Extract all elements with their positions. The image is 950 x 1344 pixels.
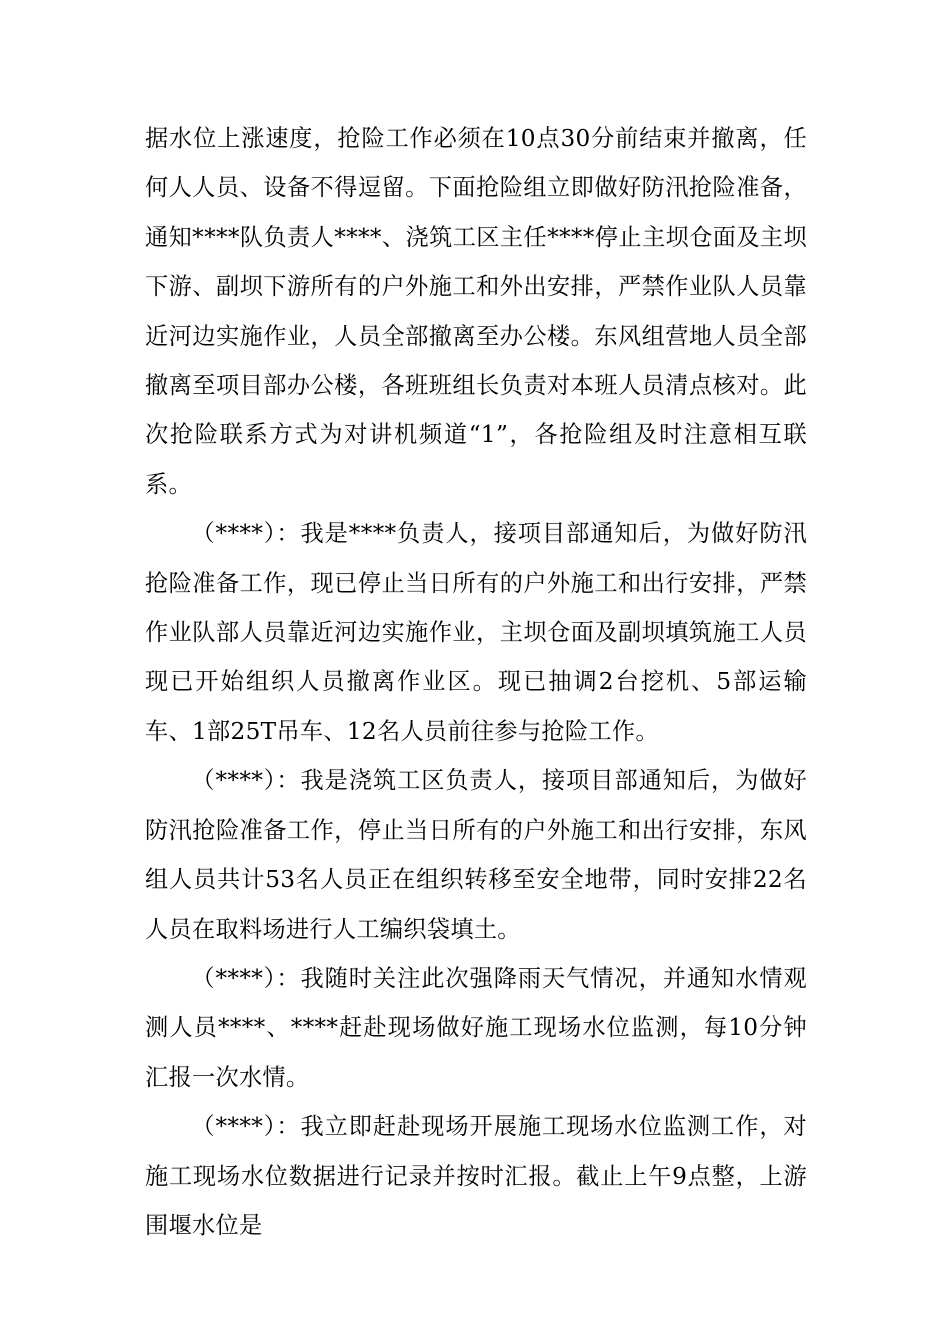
paragraph-water-level-report: （****）：我立即赶赴现场开展施工现场水位监测工作，对施工现场水位数据进行记录并按时汇报。截止上午9点整，上游围堰水位是 [145, 1113, 807, 1239]
paragraph-pouring-area-report: （****）：我是浇筑工区负责人，接项目部通知后，为做好防汛抢险准备工作，停止当日所有的户外施工和出行安排，东风组人员共计53名人员正在组织转移至安全地带，同时安排22名人员在取料场进行人工编织袋填土。 [145, 767, 807, 943]
paragraph-team-leader-report: （****）：我是****负责人，接项目部通知后，为做好防汛抢险准备工作，现已停止当日所有的户外施工和出行安排，严禁作业队部人员靠近河边实施作业，主坝仓面及副坝填筑施工人员现已开始组织人员撤离作业区。现已抽调2台挖机、5部运输车、1部25T吊车、12名人员前往参与抢险工作。 [145, 520, 807, 745]
paragraph-weather-monitoring: （****）：我随时关注此次强降雨天气情况，并通知水情观测人员****、****赶赴现场做好施工现场水位监测，每10分钟汇报一次水情。 [145, 964, 807, 1091]
document-body [145, 114, 807, 1250]
paragraph-evacuation-notice: 据水位上涨速度，抢险工作必须在10点30分前结束并撤离，任何人人员、设备不得逗留。下面抢险组立即做好防汛抢险准备，通知****队负责人****、浇筑工区主任****停止主坝仓面及主坝下游、副坝下游所有的户外施工和外出安排，严禁作业队人员靠近河边实施作业，人员全部撤离至办公楼。东风组营地人员全部撤离至项目部办公楼，各班班组长负责对本班人员清点核对。此次抢险联系方式为对讲机频道“1”，各抢险组及时注意相互联系。 [145, 125, 807, 498]
